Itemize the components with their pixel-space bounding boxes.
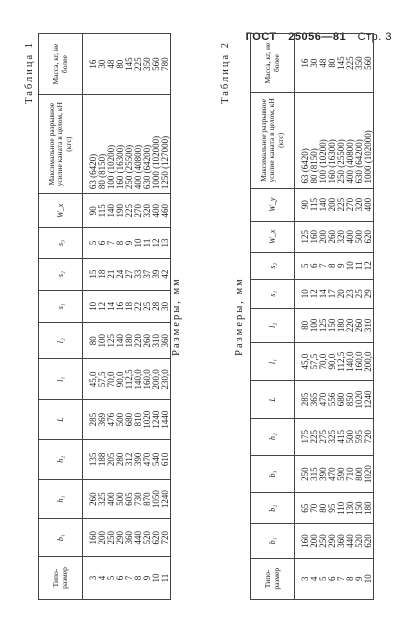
table-cell: 270: [346, 188, 355, 221]
table-cell: 10: [346, 252, 355, 279]
table-cell: 225: [134, 34, 143, 95]
table2-header-10: W_x: [251, 221, 295, 252]
table-cell: 190: [116, 194, 125, 228]
table-cell: 270: [134, 194, 143, 228]
table-cell: 500: [346, 418, 355, 455]
table-cell: 70,0: [107, 359, 116, 400]
table-cell: 500: [355, 221, 364, 252]
table-cell: 10: [83, 290, 99, 322]
table-cell: 17: [328, 279, 337, 308]
table-cell: 200,0: [152, 359, 161, 400]
table-cell: 315: [310, 455, 319, 492]
table-cell: 63 (6420): [83, 95, 99, 194]
table-2: [250, 33, 374, 600]
table-cell: 250 (25500): [337, 93, 346, 188]
table-cell: 25: [355, 279, 364, 308]
table-cell: 115: [310, 188, 319, 221]
table-cell: 45,0: [295, 342, 311, 380]
table-cell: 160: [83, 519, 99, 557]
table-cell: 800: [355, 455, 364, 492]
table-cell: 6: [310, 252, 319, 279]
table-cell: 312: [125, 440, 134, 480]
table-cell: 80: [295, 308, 311, 342]
table-cell: 11: [143, 228, 152, 258]
table-cell: 200: [98, 519, 107, 557]
table-cell: 80: [83, 322, 99, 359]
table-cell: 620: [364, 524, 374, 558]
table-cell: 400: [152, 194, 161, 228]
table-cell: 5: [83, 228, 99, 258]
table-cell: 280: [116, 440, 125, 480]
table-cell: 390: [134, 440, 143, 480]
table-cell: 57,5: [98, 359, 107, 400]
table-cell: 22: [134, 290, 143, 322]
table2-header-11: W_y: [251, 188, 295, 221]
table-cell: 30: [98, 34, 107, 95]
table-cell: 400 (40800): [346, 93, 355, 188]
table-cell: 200: [310, 524, 319, 558]
table1-header-10: W_x: [39, 194, 83, 228]
table-cell: 360: [337, 524, 346, 558]
table-row: [152, 34, 161, 600]
table-cell: 16: [295, 34, 311, 93]
table-cell: 8: [346, 558, 355, 599]
standard-number: 25056—81: [288, 31, 347, 43]
table-cell: 620: [364, 221, 374, 252]
table-cell: 225: [310, 418, 319, 455]
table-cell: 70: [310, 493, 319, 524]
table-cell: 145: [337, 34, 346, 93]
table-1-title: Размеры, мм: [171, 277, 182, 356]
table-row: [134, 34, 143, 600]
table-cell: 30: [310, 34, 319, 93]
table-row: [143, 34, 152, 600]
table-cell: 680: [337, 381, 346, 418]
table-cell: 220: [346, 308, 355, 342]
table-cell: 730: [134, 479, 143, 519]
table-cell: 369: [98, 400, 107, 440]
table-cell: 205: [107, 440, 116, 480]
table-cell: 10: [134, 228, 143, 258]
table-cell: 440: [346, 524, 355, 558]
table-cell: 630 (64200): [143, 95, 152, 194]
table-cell: 3: [295, 558, 311, 599]
table-cell: 21: [107, 258, 116, 290]
table-cell: 135: [83, 440, 99, 480]
table-row: [319, 34, 328, 600]
table-cell: 680: [125, 400, 134, 440]
table-cell: 520: [143, 519, 152, 557]
table-cell: 80 (8150): [310, 93, 319, 188]
table-cell: 100 (10200): [107, 95, 116, 194]
table-cell: 520: [355, 524, 364, 558]
table-cell: 360: [161, 322, 171, 359]
table-cell: 1020: [143, 400, 152, 440]
table-1-caption: Таблица 1: [24, 41, 35, 104]
table-row: [364, 34, 374, 600]
table-2-block: [220, 33, 390, 600]
table2-header-13: Масса, кг, не более: [251, 34, 295, 93]
table-cell: 90,0: [116, 359, 125, 400]
table-cell: 320: [355, 188, 364, 221]
table-cell: 850: [346, 381, 355, 418]
table-cell: 33: [134, 258, 143, 290]
table-cell: 11: [355, 252, 364, 279]
table-cell: 160 (16300): [328, 93, 337, 188]
table-cell: 365: [310, 381, 319, 418]
table-cell: 260: [83, 479, 99, 519]
table-cell: 6: [116, 557, 125, 600]
table2-header-12: Максимальное разрывное усилие каната в целом, кН (кгс): [251, 93, 295, 188]
table1-header-5: l₁: [39, 359, 83, 400]
table-cell: 12: [364, 252, 374, 279]
table-cell: 14: [319, 279, 328, 308]
table-cell: 870: [143, 479, 152, 519]
table-cell: 285: [295, 381, 311, 418]
table1-header-9: s₃: [39, 228, 83, 258]
table-cell: 12: [152, 228, 161, 258]
table-cell: 42: [161, 258, 171, 290]
table-cell: 45,0: [83, 359, 99, 400]
table-cell: 1000 (102000): [152, 95, 161, 194]
table-cell: 7: [125, 557, 134, 600]
table2-header-6: l₁: [251, 342, 295, 380]
table-cell: 9: [143, 557, 152, 600]
table-cell: 476: [107, 400, 116, 440]
table-cell: 460: [161, 194, 171, 228]
table-cell: 175: [295, 418, 311, 455]
table1-header-6: l₂: [39, 322, 83, 359]
table-cell: 595: [355, 418, 364, 455]
table-2-title: Размеры, мм: [234, 277, 245, 356]
table-cell: 310: [152, 322, 161, 359]
table-cell: 28: [152, 290, 161, 322]
table2-header-1: b₁: [251, 524, 295, 558]
table-cell: 556: [328, 381, 337, 418]
table-cell: 125: [295, 221, 311, 252]
table-cell: 125: [319, 308, 328, 342]
table-cell: 360: [125, 519, 134, 557]
table-cell: 140: [319, 188, 328, 221]
table1-header-12: Масса, кг, не более: [39, 34, 83, 95]
table-cell: 1020: [364, 455, 374, 492]
table-cell: 14: [107, 290, 116, 322]
table-cell: 620: [152, 519, 161, 557]
table-cell: 225: [346, 34, 355, 93]
table-cell: 325: [98, 479, 107, 519]
table-cell: 11: [161, 557, 171, 600]
table-cell: 810: [134, 400, 143, 440]
table-row: [295, 34, 311, 600]
table-1-block: [24, 33, 189, 600]
table-cell: 440: [134, 519, 143, 557]
table-cell: 80: [319, 493, 328, 524]
table-cell: 160 (16300): [116, 95, 125, 194]
table-cell: 720: [364, 418, 374, 455]
table-cell: 140,0: [346, 342, 355, 380]
table1-header-2: h₁: [39, 479, 83, 519]
table-cell: 20: [337, 279, 346, 308]
page-number: Стр. 3: [357, 31, 392, 43]
table-row: [310, 34, 319, 600]
table-cell: 470: [143, 440, 152, 480]
table-cell: 1250 (127000): [161, 95, 171, 194]
table-cell: 390: [319, 455, 328, 492]
table-cell: 4: [98, 557, 107, 600]
table-cell: 57,5: [310, 342, 319, 380]
table-cell: 24: [116, 258, 125, 290]
table-cell: 710: [346, 455, 355, 492]
table-row: [125, 34, 134, 600]
table-cell: 25: [143, 290, 152, 322]
table-cell: 150: [328, 308, 337, 342]
table-cell: 10: [152, 557, 161, 600]
table-cell: 95: [328, 493, 337, 524]
table-cell: 12: [98, 290, 107, 322]
table-cell: 100 (10200): [319, 93, 328, 188]
table-cell: 500: [116, 479, 125, 519]
table-cell: 400: [364, 188, 374, 221]
table1-header-3: h₂: [39, 440, 83, 480]
table-cell: 13: [161, 228, 171, 258]
table-cell: 400: [346, 221, 355, 252]
table-2-caption: Таблица 2: [220, 41, 231, 104]
table-row: [107, 34, 116, 600]
table2-header-0: Типо-размер: [251, 558, 295, 599]
table1-header-8: s₂: [39, 258, 83, 290]
table-cell: 200: [319, 221, 328, 252]
table-cell: 5: [295, 252, 311, 279]
table-cell: 275: [319, 418, 328, 455]
table2-header-7: l₂: [251, 308, 295, 342]
table-cell: 350: [355, 34, 364, 93]
table-cell: 470: [319, 381, 328, 418]
table-cell: 415: [337, 418, 346, 455]
table-cell: 9: [337, 252, 346, 279]
table-cell: 325: [328, 418, 337, 455]
table-cell: 16: [83, 34, 99, 95]
table-cell: 250 (25500): [125, 95, 134, 194]
table-cell: 320: [143, 194, 152, 228]
table-cell: 37: [143, 258, 152, 290]
table-row: [161, 34, 171, 600]
table-cell: 90: [83, 194, 99, 228]
table-cell: 400: [107, 479, 116, 519]
table-cell: 7: [337, 558, 346, 599]
table-cell: 48: [319, 34, 328, 93]
table-cell: 6: [328, 558, 337, 599]
table-cell: 63 (6420): [295, 93, 311, 188]
table-cell: 80: [328, 34, 337, 93]
table-cell: 230,0: [161, 359, 171, 400]
table2-header-5: L: [251, 381, 295, 418]
table-row: [98, 34, 107, 600]
table-cell: 112,5: [337, 342, 346, 380]
table-cell: 130: [346, 493, 355, 524]
table-cell: 90: [295, 188, 311, 221]
table-cell: 1240: [161, 479, 171, 519]
table-cell: 1240: [152, 400, 161, 440]
table-cell: 1440: [161, 400, 171, 440]
table-cell: 7: [319, 252, 328, 279]
table-cell: 590: [337, 455, 346, 492]
table-cell: 150: [355, 493, 364, 524]
table-cell: 3: [83, 557, 99, 600]
table-cell: 30: [161, 290, 171, 322]
table-cell: 39: [152, 258, 161, 290]
table-cell: 610: [161, 440, 171, 480]
table-cell: 140,0: [134, 359, 143, 400]
table-cell: 8: [116, 228, 125, 258]
table1-header-11: Максимальное разрывное усилие каната в целом, кН (кгс): [39, 95, 83, 194]
table-cell: 18: [98, 258, 107, 290]
table-cell: 180: [337, 308, 346, 342]
table-cell: 15: [83, 258, 99, 290]
table-cell: 188: [98, 440, 107, 480]
table-cell: 145: [125, 34, 134, 95]
table-cell: 500: [116, 400, 125, 440]
table-cell: 16: [116, 290, 125, 322]
table-cell: 9: [125, 228, 134, 258]
table-row: [116, 34, 125, 600]
table-cell: 250: [319, 524, 328, 558]
table2-header-9: s₂: [251, 252, 295, 279]
table-cell: 160: [295, 524, 311, 558]
table-cell: 18: [125, 290, 134, 322]
table-row: [83, 34, 99, 600]
table2-header-3: b₃: [251, 455, 295, 492]
table-cell: 8: [328, 252, 337, 279]
table-cell: 7: [107, 228, 116, 258]
table-cell: 180: [364, 493, 374, 524]
table-cell: 540: [152, 440, 161, 480]
table2-header-8: s₁: [251, 279, 295, 308]
table-cell: 720: [161, 519, 171, 557]
table-cell: 27: [125, 258, 134, 290]
table-cell: 290: [328, 524, 337, 558]
table-cell: 630 (64200): [355, 93, 364, 188]
table-1: [38, 33, 171, 600]
table-cell: 8: [134, 557, 143, 600]
table-cell: 5: [319, 558, 328, 599]
table-cell: 110: [337, 493, 346, 524]
table-cell: 220: [134, 322, 143, 359]
table-cell: 1020: [355, 381, 364, 418]
table1-header-0: Типо-размер: [39, 557, 83, 600]
table-cell: 1240: [364, 381, 374, 418]
table-cell: 470: [328, 455, 337, 492]
table-cell: 112,5: [125, 359, 134, 400]
standard-label: ГОСТ: [245, 31, 277, 43]
table-cell: 125: [107, 322, 116, 359]
table-cell: 5: [107, 557, 116, 600]
table-cell: 605: [125, 479, 134, 519]
table-cell: 6: [98, 228, 107, 258]
table2-header-2: b₂: [251, 493, 295, 524]
table-cell: 260: [355, 308, 364, 342]
table-cell: 80: [116, 34, 125, 95]
table-cell: 225: [337, 188, 346, 221]
table-cell: 9: [355, 558, 364, 599]
table-cell: 285: [83, 400, 99, 440]
table-cell: 4: [310, 558, 319, 599]
table-cell: 12: [310, 279, 319, 308]
table-cell: 400 (40800): [134, 95, 143, 194]
table-cell: 10: [295, 279, 311, 308]
table-cell: 250: [295, 455, 311, 492]
table-cell: 80 (8150): [98, 95, 107, 194]
table-cell: 160,0: [143, 359, 152, 400]
table1-header-1: b₁: [39, 519, 83, 557]
table-cell: 160,0: [355, 342, 364, 380]
table-cell: 200,0: [364, 342, 374, 380]
table1-header-4: L: [39, 400, 83, 440]
table-cell: 115: [98, 194, 107, 228]
table-cell: 1000 (102000): [364, 93, 374, 188]
table-cell: 260: [143, 322, 152, 359]
table-cell: 10: [364, 558, 374, 599]
table-cell: 350: [143, 34, 152, 95]
table-cell: 100: [98, 322, 107, 359]
table-cell: 225: [125, 194, 134, 228]
table-cell: 310: [364, 308, 374, 342]
table-cell: 140: [107, 194, 116, 228]
table-cell: 100: [310, 308, 319, 342]
table-cell: 140: [116, 322, 125, 359]
table-cell: 1050: [152, 479, 161, 519]
table-cell: 48: [107, 34, 116, 95]
table-cell: 23: [346, 279, 355, 308]
table-cell: 160: [310, 221, 319, 252]
table-cell: 90,0: [328, 342, 337, 380]
table-cell: 780: [161, 34, 171, 95]
table-cell: 180: [125, 322, 134, 359]
table-cell: 200: [328, 188, 337, 221]
table-cell: 560: [152, 34, 161, 95]
table-cell: 260: [328, 221, 337, 252]
table-cell: 560: [364, 34, 374, 93]
table-cell: 320: [337, 221, 346, 252]
table-cell: 70,0: [319, 342, 328, 380]
table-cell: 250: [107, 519, 116, 557]
table-cell: 29: [364, 279, 374, 308]
table-cell: 290: [116, 519, 125, 557]
table-cell: 65: [295, 493, 311, 524]
table2-header-4: h₂: [251, 418, 295, 455]
table1-header-7: s₁: [39, 290, 83, 322]
